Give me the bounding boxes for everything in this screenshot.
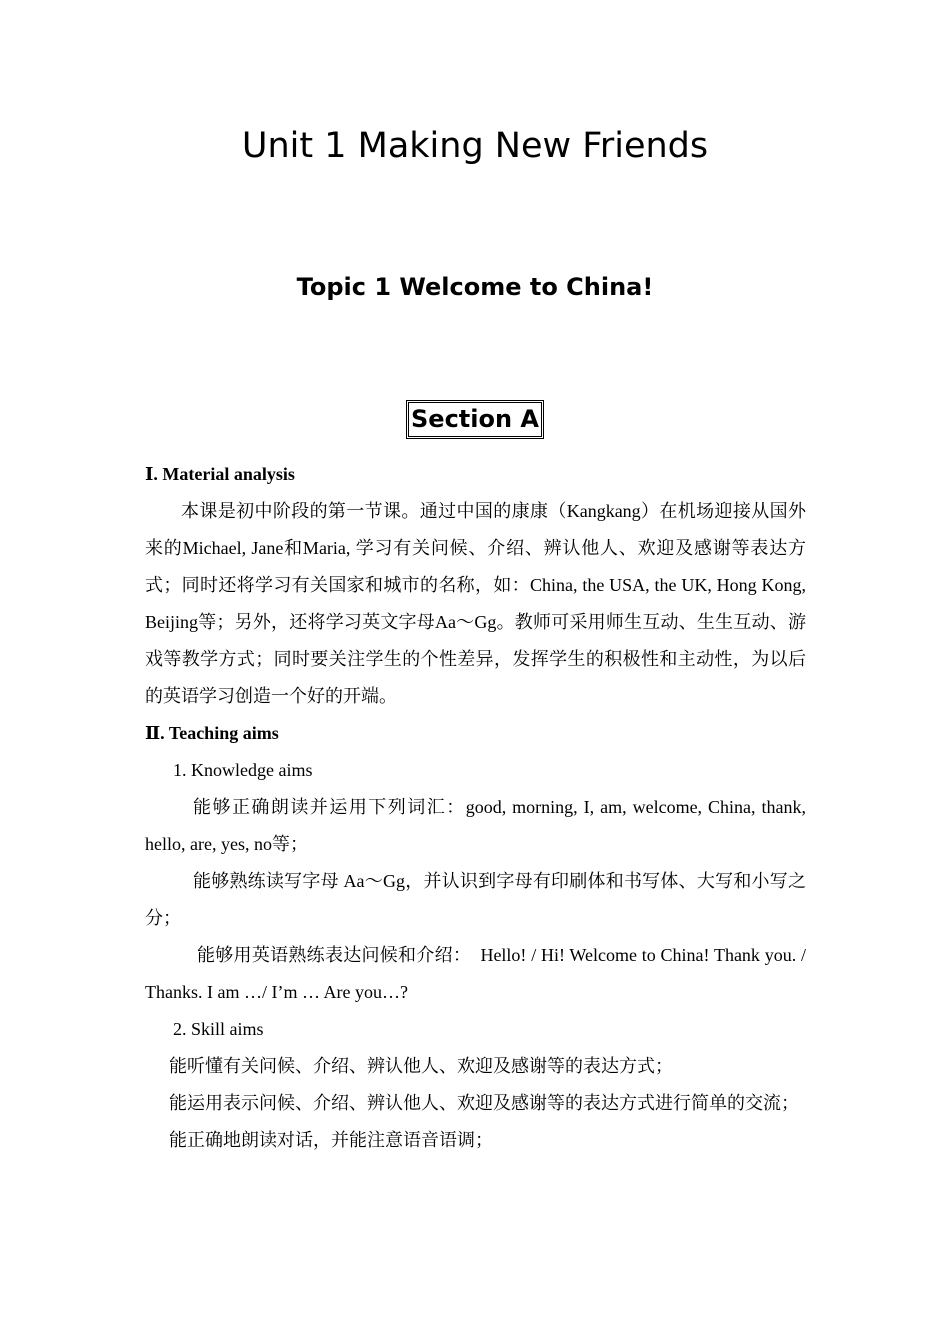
section-label: Section A — [406, 400, 544, 439]
knowledge-aim-item: 能够用英语熟练表达问候和介绍： Hello! / Hi! Welcome to China! Thank you. / Thanks. I am …/ I’m … Are you…? — [145, 945, 806, 1002]
knowledge-aim-item: 能够熟练读写字母 Aa～Gg，并认识到字母有印刷体和书写体、大写和小写之分； — [145, 871, 806, 928]
material-analysis-heading: Ⅰ. Material analysis — [145, 464, 295, 484]
knowledge-aim-item: 能够正确朗读并运用下列词汇：good, morning, I, am, welcome, China, thank, hello, are, yes, no等； — [145, 797, 806, 854]
skill-aim-item: 能运用表示问候、介绍、辨认他人、欢迎及感谢等的表达方式进行简单的交流； — [169, 1093, 799, 1113]
teaching-aims-heading: Ⅱ. Teaching aims — [145, 723, 279, 743]
material-analysis-paragraph: 本课是初中阶段的第一节课。通过中国的康康（Kangkang）在机场迎接从国外来的Michael, Jane和Maria, 学习有关问候、介绍、辨认他人、欢迎及感谢等表达方式；同时还将学习有关国家和城市的名称，如：China, the USA, the UK, Hong Kong, Beijing等；另外，还将学习英文字母Aa～Gg。教师可采用师生互动、生生互动、游戏等教学方式；同时要关注学生的个性差异，发挥学生的积极性和主动性，为以后的英语学习创造一个好的开端。 — [145, 501, 806, 706]
skill-aim-item: 能听懂有关问候、介绍、辨认他人、欢迎及感谢等的表达方式； — [169, 1056, 673, 1076]
skill-aims-label: 2. Skill aims — [173, 1019, 264, 1039]
unit-title: Unit 1 Making New Friends — [241, 126, 709, 166]
section-heading — [0, 400, 950, 439]
knowledge-aims-label: 1. Knowledge aims — [173, 760, 313, 780]
topic-title: Topic 1 Welcome to China! — [296, 273, 654, 301]
document-body — [145, 456, 806, 1159]
skill-aim-item: 能正确地朗读对话，并能注意语音语调； — [169, 1130, 493, 1150]
